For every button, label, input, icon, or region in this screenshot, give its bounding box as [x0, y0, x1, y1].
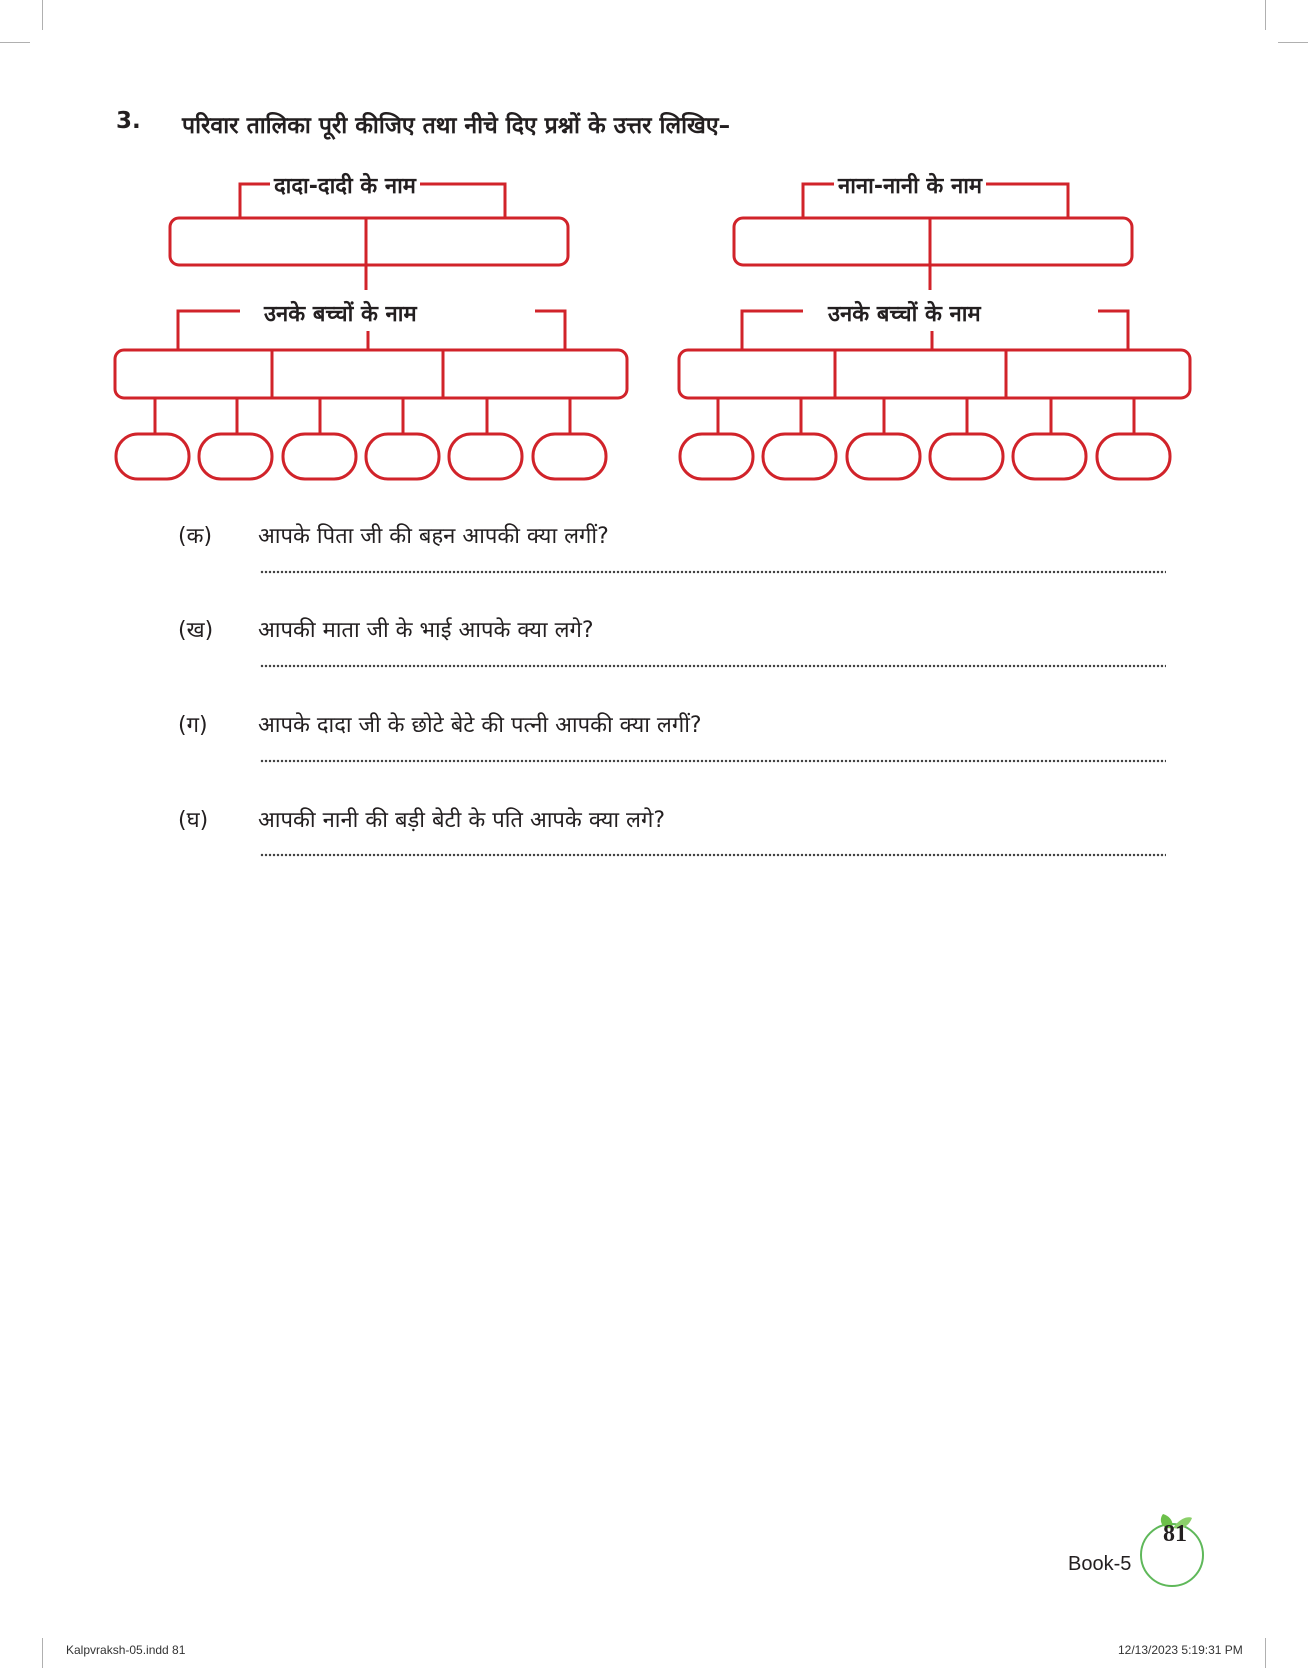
children-label-paternal: उनके बच्चों के नाम: [260, 298, 421, 328]
file-name: Kalpvraksh-05.indd 81: [66, 1643, 186, 1657]
subquestion-marker: (क): [178, 524, 213, 549]
answer-line[interactable]: [260, 664, 1166, 668]
grandchild-name-box: [199, 434, 272, 479]
print-timestamp: 12/13/2023 5:19:31 PM: [1118, 1643, 1243, 1657]
subquestion: [178, 804, 665, 834]
maternal-family-tree: [679, 184, 1190, 479]
book-label: Book-5: [1068, 1553, 1132, 1575]
grandchild-name-box: [283, 434, 356, 479]
subquestion-marker: (घ): [178, 808, 209, 833]
subquestion: [178, 520, 609, 550]
question-number: 3.: [116, 108, 141, 134]
grandparents-label-maternal: नाना-नानी के नाम: [834, 170, 986, 200]
subquestion-text: आपके दादा जी के छोटे बेटे की पत्नी आपकी क्या लगीं?: [258, 713, 702, 738]
children-label-maternal: उनके बच्चों के नाम: [824, 298, 985, 328]
subquestion: [178, 709, 702, 739]
answer-line[interactable]: [260, 759, 1166, 763]
answer-line[interactable]: [260, 853, 1166, 857]
children-name-box: [679, 350, 1190, 398]
grandchild-name-box: [930, 434, 1003, 479]
children-bracket: [535, 311, 565, 350]
subquestion-marker: (ग): [178, 713, 208, 738]
subquestion-text: आपकी नानी की बड़ी बेटी के पति आपके क्या लगे?: [258, 808, 666, 833]
answer-line[interactable]: [260, 570, 1166, 574]
children-bracket: [178, 311, 240, 350]
crop-mark: [1265, 1638, 1266, 1668]
subquestion-text: आपकी माता जी के भाई आपके क्या लगे?: [258, 618, 594, 643]
grandparents-name-box: [170, 218, 568, 265]
grandchild-name-box: [116, 434, 189, 479]
grandchild-name-box: [680, 434, 753, 479]
children-name-box: [115, 350, 627, 398]
family-tree-diagrams: [0, 0, 1308, 520]
subquestion-marker: (ख): [178, 618, 214, 643]
grandchild-name-box: [847, 434, 920, 479]
grandchild-name-box: [763, 434, 836, 479]
grandparents-name-box: [734, 218, 1132, 265]
children-bracket: [1098, 311, 1128, 350]
crop-mark: [42, 1638, 43, 1668]
grandparents-label-paternal: दादा-दादी के नाम: [270, 170, 420, 200]
page-number: 81: [1163, 1521, 1187, 1547]
grandchild-name-box: [1097, 434, 1170, 479]
grandchild-name-box: [1013, 434, 1086, 479]
question-instruction: परिवार तालिका पूरी कीजिए तथा नीचे दिए प्रश्नों के उत्तर लिखिए–: [182, 113, 731, 139]
grandchild-name-box: [533, 434, 606, 479]
subquestion: [178, 614, 594, 644]
grandchild-name-box: [366, 434, 439, 479]
paternal-family-tree: [115, 184, 627, 479]
subquestion-text: आपके पिता जी की बहन आपकी क्या लगीं?: [258, 524, 609, 549]
grandchild-name-box: [449, 434, 522, 479]
children-bracket: [742, 311, 803, 350]
